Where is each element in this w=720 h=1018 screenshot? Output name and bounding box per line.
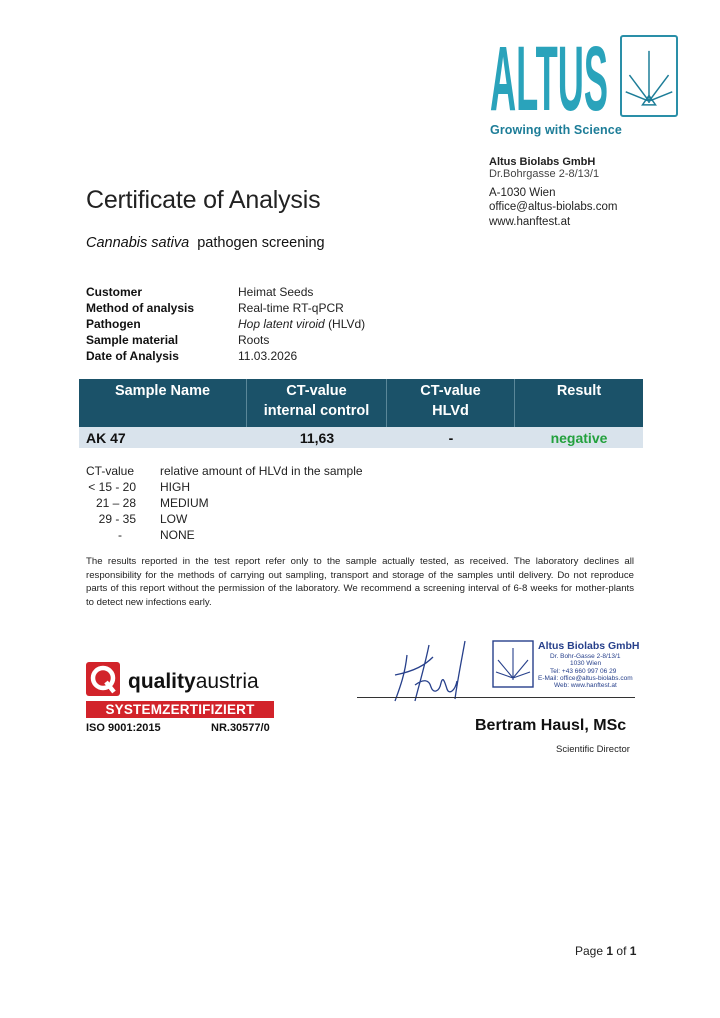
- table-header: [79, 379, 643, 427]
- signer-role: Scientific Director: [556, 744, 630, 755]
- address-city: A-1030 Wien: [489, 187, 556, 199]
- stamp-street: Dr. Bohr-Gasse 2-8/13/1: [550, 653, 621, 660]
- customer-label: Customer: [86, 285, 143, 299]
- altus-logo: [490, 34, 608, 116]
- legend-range: 21 – 28: [95, 496, 136, 510]
- method-value: Real-time RT-qPCR: [238, 301, 344, 315]
- address-email: office@altus-biolabs.com: [489, 201, 618, 213]
- legend-level: NONE: [160, 528, 195, 542]
- page-number: Page 1 of 1: [575, 944, 637, 958]
- legend-level: LOW: [160, 512, 188, 526]
- pathogen-name: Hop latent viroid: [238, 317, 325, 331]
- header-ct-internal: CT-value internal control: [247, 379, 387, 427]
- date-value: 11.03.2026: [238, 349, 298, 363]
- customer-value: Heimat Seeds: [238, 285, 314, 299]
- material-value: Roots: [238, 333, 270, 347]
- quality-austria-seal: [86, 662, 276, 738]
- address-company: Altus Biolabs GmbH: [489, 156, 596, 168]
- legend-range: < 15 - 20: [88, 480, 136, 494]
- company-stamp: [492, 638, 642, 693]
- stamp-company: Altus Biolabs GmbH: [538, 640, 640, 652]
- address-street: Dr.Bohrgasse 2-8/13/1: [489, 168, 600, 180]
- cert-number: NR.30577/0: [211, 722, 270, 734]
- address-web: www.hanftest.at: [489, 216, 571, 228]
- cell-ct-hlvd: -: [448, 429, 454, 446]
- legend-level: MEDIUM: [160, 496, 209, 510]
- stamp-city: 1030 Wien: [570, 660, 602, 667]
- method-label: Method of analysis: [86, 301, 195, 315]
- disclaimer-text: The results reported in the test report refer only to the sample actually tested, as received. The laboratory declines all responsibility for the methods of carrying out sampling, transport and storage of the samples until delivery. Do not reproduce parts of this report without the permission of the laboratory. We recommend a screening interval of 6-8 weeks for mother-plants to detect new infections early.: [86, 556, 634, 608]
- systemzertifiziert-banner: SYSTEMZERTIFIZIERT: [86, 701, 274, 718]
- page-subtitle: [86, 235, 325, 251]
- cell-ct-internal: 11,63: [299, 429, 335, 446]
- cannabis-leaf-icon: [620, 35, 678, 117]
- cell-sample-name: AK 47: [86, 429, 126, 446]
- pathogen-label: Pathogen: [86, 317, 141, 331]
- handwritten-signature: [385, 635, 485, 705]
- stamp-tel: Tel: +43 660 997 06 29: [550, 668, 617, 675]
- date-label: Date of Analysis: [86, 349, 179, 363]
- page-title: Certificate of Analysis: [86, 186, 321, 214]
- quality-austria-brand: qualityaustria: [128, 670, 259, 693]
- logo-text: ALTUS: [490, 34, 608, 116]
- results-table: [79, 379, 643, 448]
- stamp-leaf-icon: [492, 640, 534, 688]
- header-ct-hlvd: CT-value HLVd: [387, 379, 515, 427]
- header-result: Result: [556, 383, 602, 399]
- cell-result: negative: [550, 429, 608, 446]
- legend-level: HIGH: [160, 480, 190, 494]
- pathogen-abbr: (HLVd): [328, 317, 366, 331]
- quality-austria-q-icon: [86, 662, 120, 696]
- stamp-email: E-Mail: office@altus-biolabs.com: [538, 675, 633, 682]
- legend-range: 29 - 35: [98, 512, 136, 526]
- tagline: Growing with Science: [490, 123, 622, 137]
- stamp-web: Web: www.hanftest.at: [554, 682, 617, 689]
- signer-name: Bertram Hausl, MSc: [475, 717, 627, 734]
- header-sample-name: Sample Name: [79, 379, 247, 427]
- legend-header-ct: CT-value: [86, 464, 135, 478]
- material-label: Sample material: [86, 333, 179, 347]
- iso-label: ISO 9001:2015: [86, 722, 161, 734]
- table-row: [79, 427, 643, 448]
- subtitle-text: pathogen screening: [197, 235, 325, 251]
- signature-line: [357, 697, 635, 698]
- pathogen-value: [238, 317, 365, 331]
- legend-header-desc: relative amount of HLVd in the sample: [160, 464, 363, 478]
- legend-range: -: [118, 528, 122, 542]
- subtitle-species: Cannabis sativa: [86, 235, 190, 251]
